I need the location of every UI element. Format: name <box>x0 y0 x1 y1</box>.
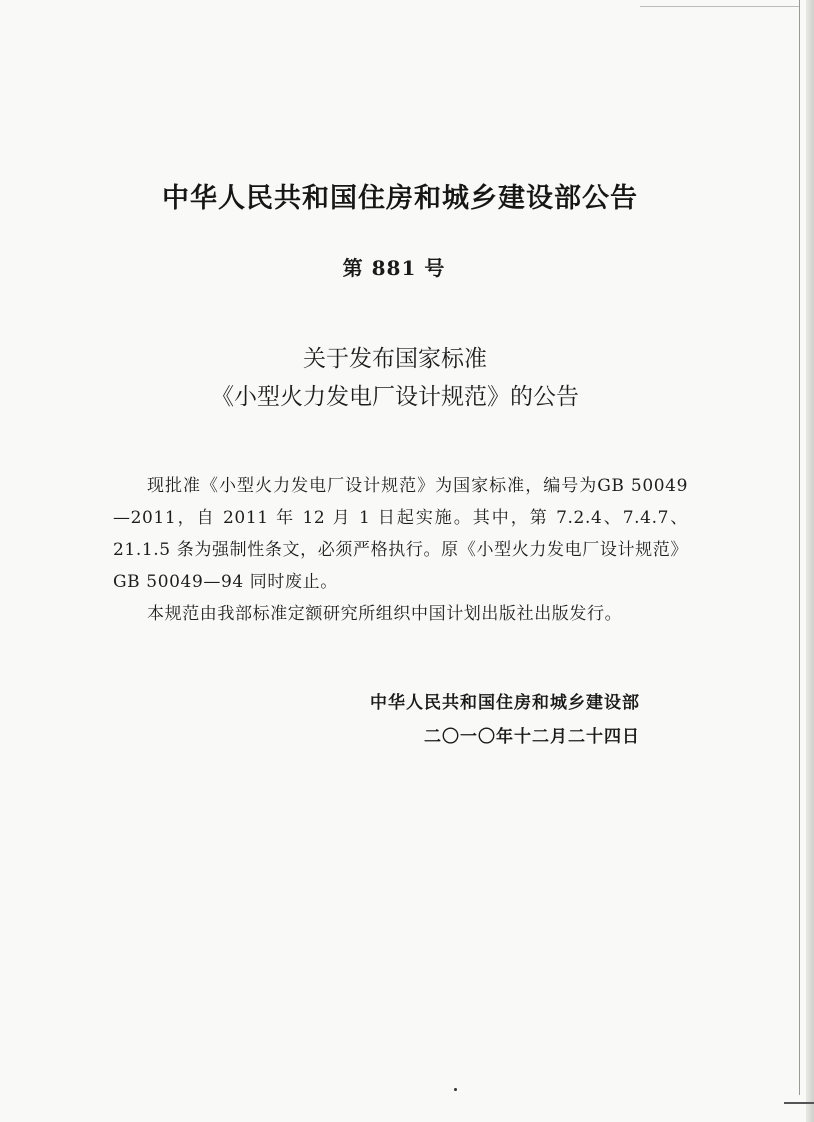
announcement-title: 中华人民共和国住房和城乡建设部公告 <box>162 183 638 214</box>
signature-block <box>0 686 640 754</box>
scan-edge-line-top <box>640 6 800 7</box>
scan-edge-mark <box>784 1102 814 1104</box>
issue-date: 二〇一〇年十二月二十四日 <box>424 727 640 747</box>
scan-edge <box>806 0 814 1122</box>
announcement-number: 第 881 号 <box>342 256 446 280</box>
body-paragraph-2: 本规范由我部标准定额研究所组织中国计划出版社出版发行。 <box>147 604 623 624</box>
announcement-body <box>113 470 688 630</box>
scan-dot <box>454 1088 457 1091</box>
body-paragraph-1: 现批准《小型火力发电厂设计规范》为国家标准，编号为GB 50049—2011，自 2011 年 12 月 1 日起实施。其中，第 7.2.4、7.4.7、21.1.5 条为强制性条文，必须严格执行。原《小型火力发电厂设计规范》GB 50049—94 同时废止。 <box>113 476 688 592</box>
subject-line-2: 《小型火力发电厂设计规范》的公告 <box>211 384 579 410</box>
issuer-name: 中华人民共和国住房和城乡建设部 <box>370 693 640 713</box>
scan-edge-line-right <box>799 0 800 1095</box>
announcement-subject <box>0 340 790 416</box>
subject-line-1: 关于发布国家标准 <box>303 346 487 372</box>
